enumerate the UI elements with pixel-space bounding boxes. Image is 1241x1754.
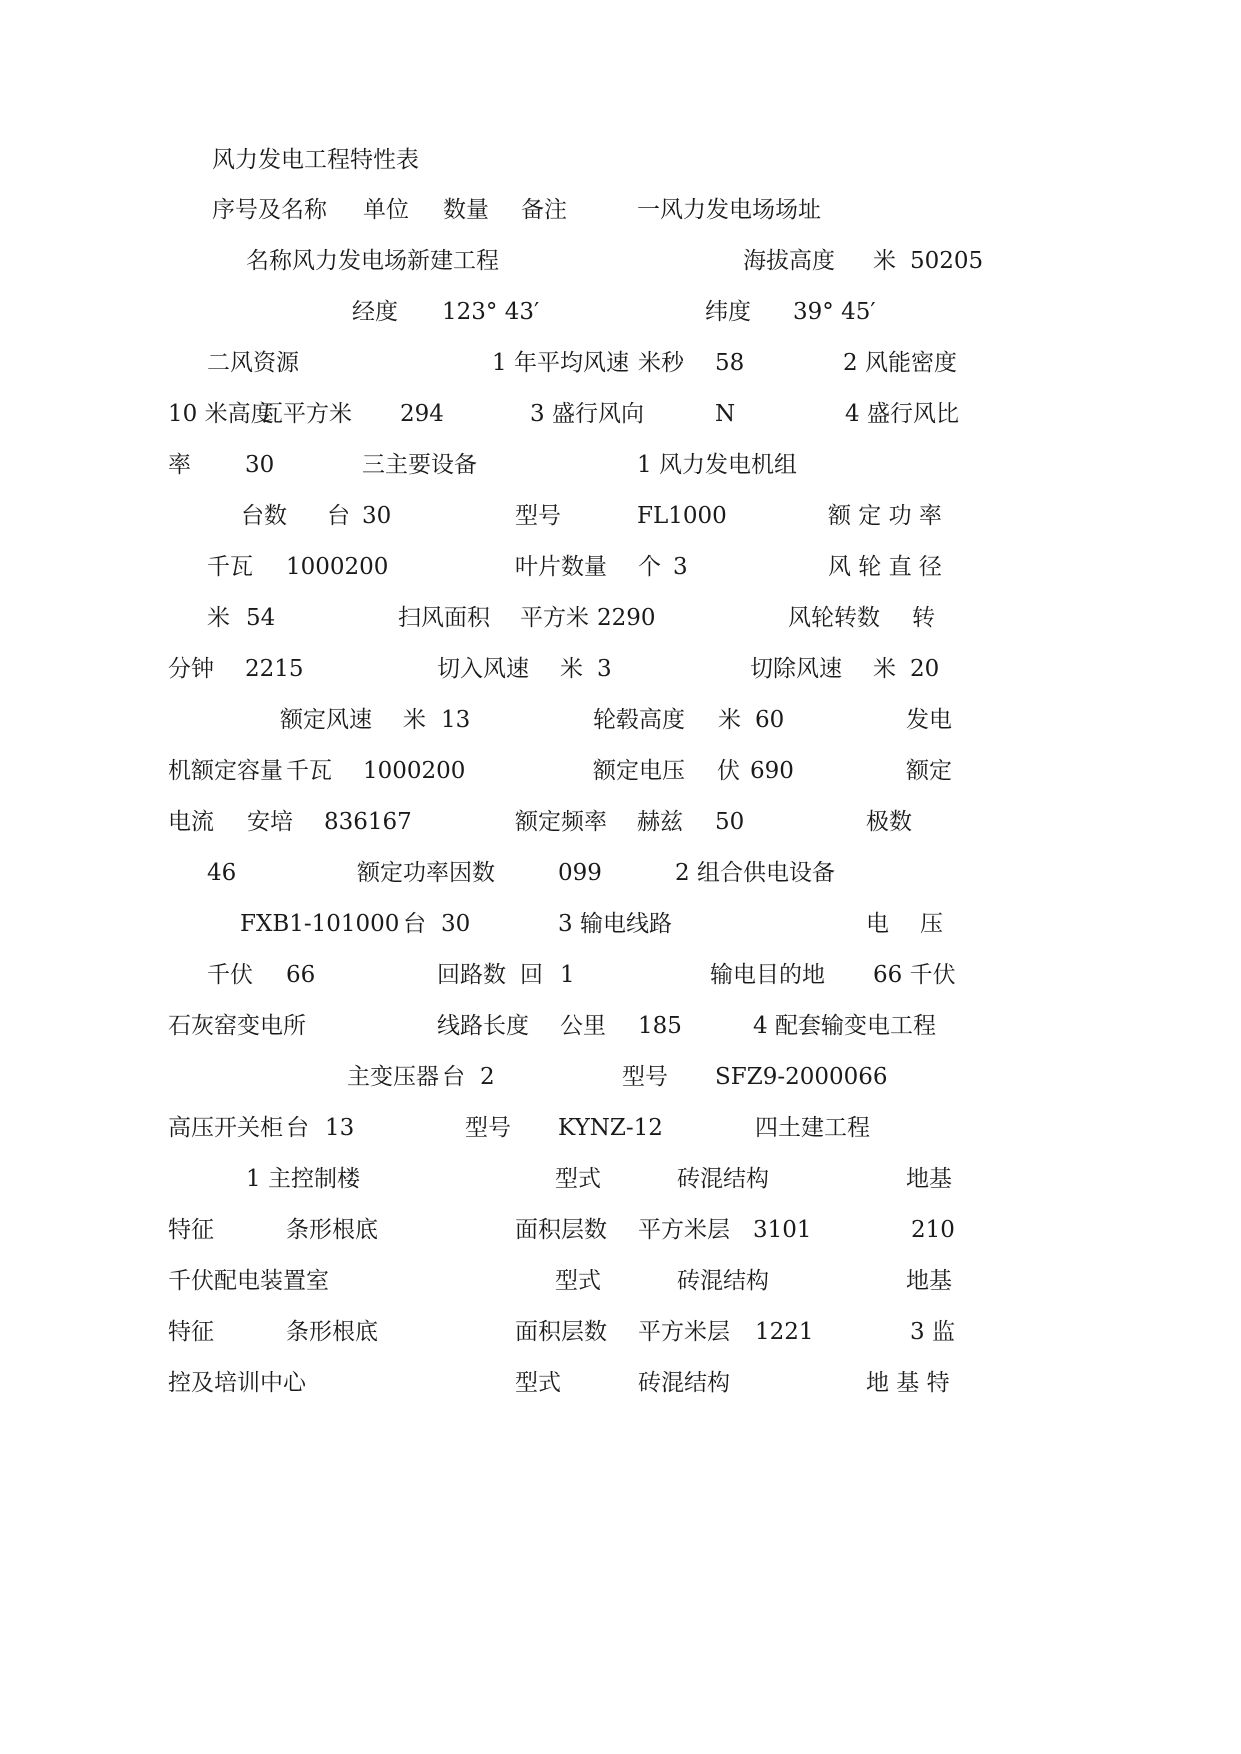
- text-segment: 极数: [866, 809, 912, 835]
- text-segment: 轮毂高度: [593, 707, 685, 733]
- text-segment: 30: [245, 452, 275, 478]
- text-segment: 备注: [521, 197, 567, 223]
- text-segment: 输电目的地: [710, 962, 825, 988]
- text-segment: 公里: [560, 1013, 606, 1039]
- text-segment: 安培: [247, 809, 293, 835]
- text-segment: 185: [638, 1013, 682, 1039]
- text-line: [0, 853, 1241, 893]
- text-segment: 3 输电线路: [558, 911, 672, 937]
- text-line: [0, 802, 1241, 842]
- text-segment: 高压开关柜: [168, 1115, 283, 1141]
- text-segment: 线路长度: [437, 1013, 529, 1039]
- text-line: [0, 598, 1241, 638]
- text-segment: 46: [207, 860, 237, 886]
- text-segment: 099: [558, 860, 602, 886]
- text-segment: 额 定 功 率: [828, 503, 942, 529]
- text-segment: 型号: [465, 1115, 511, 1141]
- text-segment: 转: [912, 605, 935, 631]
- text-segment: 四土建工程: [755, 1115, 870, 1141]
- text-segment: 三主要设备: [362, 452, 477, 478]
- text-segment: 台: [327, 503, 350, 529]
- text-segment: 额定功率因数: [357, 860, 495, 886]
- text-segment: 千瓦: [286, 758, 332, 784]
- text-segment: 特征: [168, 1217, 214, 1243]
- text-line: [0, 955, 1241, 995]
- text-segment: 千伏: [207, 962, 253, 988]
- text-segment: 地 基 特: [866, 1370, 950, 1396]
- text-segment: 切入风速: [437, 656, 529, 682]
- text-segment: 3: [673, 554, 688, 580]
- text-segment: 39° 45′: [793, 299, 876, 325]
- text-segment: 54: [246, 605, 276, 631]
- text-segment: 名称风力发电场新建工程: [246, 248, 499, 274]
- text-segment: 20: [910, 656, 940, 682]
- text-segment: 平方米: [520, 605, 589, 631]
- text-segment: 3 监: [910, 1319, 955, 1345]
- text-segment: 米秒: [638, 350, 684, 376]
- text-segment: 米: [718, 707, 741, 733]
- text-segment: 30: [441, 911, 471, 937]
- text-segment: 回路数: [437, 962, 506, 988]
- text-segment: 条形根底: [286, 1319, 378, 1345]
- text-segment: 836167: [324, 809, 412, 835]
- text-segment: 平方米层: [638, 1217, 730, 1243]
- text-segment: 1 主控制楼: [246, 1166, 360, 1192]
- text-segment: 千瓦: [207, 554, 253, 580]
- text-segment: FL1000: [637, 503, 727, 529]
- text-segment: 控及培训中心: [168, 1370, 306, 1396]
- text-segment: 面积层数: [515, 1217, 607, 1243]
- text-line: [0, 1363, 1241, 1403]
- text-line: [0, 649, 1241, 689]
- text-segment: 台: [442, 1064, 465, 1090]
- text-line: [0, 1159, 1241, 1199]
- text-segment: 电流: [168, 809, 214, 835]
- text-segment: 50205: [910, 248, 984, 274]
- text-line: [0, 1261, 1241, 1301]
- text-line: [0, 751, 1241, 791]
- text-segment: FXB1-101000: [240, 911, 400, 937]
- text-segment: 分钟: [168, 656, 214, 682]
- text-segment: 13: [325, 1115, 355, 1141]
- text-segment: 型式: [555, 1268, 601, 1294]
- text-segment: 地基: [906, 1166, 952, 1192]
- text-segment: 2 风能密度: [843, 350, 957, 376]
- text-segment: 1000200: [363, 758, 466, 784]
- text-segment: 海拔高度: [743, 248, 835, 274]
- text-segment: 58: [715, 350, 745, 376]
- text-segment: 扫风面积: [398, 605, 490, 631]
- text-segment: 切除风速: [750, 656, 842, 682]
- text-segment: 型号: [622, 1064, 668, 1090]
- text-segment: 砖混结构: [677, 1268, 769, 1294]
- text-line: [0, 1057, 1241, 1097]
- text-segment: 10 米高度: [168, 401, 274, 427]
- text-line: [0, 904, 1241, 944]
- text-segment: 台: [403, 911, 426, 937]
- text-line: [0, 394, 1241, 434]
- text-line: [0, 445, 1241, 485]
- text-segment: 特征: [168, 1319, 214, 1345]
- text-line: [0, 700, 1241, 740]
- text-segment: KYNZ-12: [558, 1115, 663, 1141]
- text-segment: 4 盛行风比: [845, 401, 959, 427]
- text-segment: 1 年平均风速: [492, 350, 629, 376]
- text-segment: 2 组合供电设备: [675, 860, 835, 886]
- text-segment: 砖混结构: [638, 1370, 730, 1396]
- text-segment: 2290: [597, 605, 656, 631]
- document-title-line: [0, 140, 1241, 180]
- text-segment: 1000200: [286, 554, 389, 580]
- text-segment: 型式: [515, 1370, 561, 1396]
- text-segment: 数量: [443, 197, 489, 223]
- text-segment: 台: [286, 1115, 309, 1141]
- text-segment: 13: [441, 707, 471, 733]
- text-segment: 2: [480, 1064, 495, 1090]
- text-line: [0, 1006, 1241, 1046]
- text-segment: 1221: [755, 1319, 814, 1345]
- text-segment: 机额定容量: [168, 758, 283, 784]
- text-segment: 纬度: [705, 299, 751, 325]
- text-segment: 额定风速: [280, 707, 372, 733]
- text-segment: 型式: [555, 1166, 601, 1192]
- text-segment: 210: [911, 1217, 955, 1243]
- text-segment: SFZ9-2000066: [715, 1064, 888, 1090]
- text-segment: 66: [286, 962, 316, 988]
- text-segment: 米: [403, 707, 426, 733]
- text-segment: 台数: [241, 503, 287, 529]
- text-segment: 额定: [906, 758, 952, 784]
- text-segment: 砖混结构: [677, 1166, 769, 1192]
- text-segment: 米: [207, 605, 230, 631]
- text-segment: 石灰窑变电所: [168, 1013, 306, 1039]
- document-title: 风力发电工程特性表: [212, 147, 419, 173]
- text-line: [0, 1210, 1241, 1250]
- text-segment: 压: [920, 911, 943, 937]
- text-segment: 型号: [515, 503, 561, 529]
- text-segment: 经度: [352, 299, 398, 325]
- text-segment: 发电: [906, 707, 952, 733]
- text-segment: 米: [560, 656, 583, 682]
- text-line: [0, 241, 1241, 281]
- text-segment: 单位: [363, 197, 409, 223]
- text-line: [0, 292, 1241, 332]
- text-segment: N: [715, 401, 736, 427]
- text-line: [0, 547, 1241, 587]
- text-segment: 率: [168, 452, 191, 478]
- text-segment: 序号及名称: [212, 197, 327, 223]
- text-segment: 4 配套输变电工程: [753, 1013, 936, 1039]
- text-segment: 平方米层: [638, 1319, 730, 1345]
- text-segment: 米: [873, 248, 896, 274]
- text-segment: 3101: [753, 1217, 812, 1243]
- text-segment: 条形根底: [286, 1217, 378, 1243]
- text-segment: 回: [520, 962, 543, 988]
- text-segment: 690: [750, 758, 794, 784]
- text-segment: 伏: [717, 758, 740, 784]
- text-segment: 风轮转数: [788, 605, 880, 631]
- text-segment: 赫兹: [637, 809, 683, 835]
- text-segment: 风 轮 直 径: [828, 554, 942, 580]
- text-segment: 66 千伏: [873, 962, 956, 988]
- text-line: [0, 1312, 1241, 1352]
- text-segment: 瓦平方米: [260, 401, 352, 427]
- text-segment: 30: [362, 503, 392, 529]
- text-segment: 叶片数量: [515, 554, 607, 580]
- text-segment: 千伏配电装置室: [168, 1268, 329, 1294]
- text-segment: 50: [715, 809, 745, 835]
- text-segment: 面积层数: [515, 1319, 607, 1345]
- text-line: [0, 190, 1241, 230]
- text-segment: 1 风力发电机组: [637, 452, 797, 478]
- text-segment: 地基: [906, 1268, 952, 1294]
- text-line: [0, 496, 1241, 536]
- text-segment: 3 盛行风向: [530, 401, 644, 427]
- text-segment: 额定电压: [593, 758, 685, 784]
- text-segment: 米: [873, 656, 896, 682]
- text-segment: 2215: [245, 656, 304, 682]
- text-segment: 123° 43′: [442, 299, 540, 325]
- text-segment: 一风力发电场场址: [637, 197, 821, 223]
- text-segment: 电: [866, 911, 889, 937]
- text-segment: 60: [755, 707, 785, 733]
- text-line: [0, 343, 1241, 383]
- text-segment: 3: [597, 656, 612, 682]
- text-segment: 主变压器: [347, 1064, 439, 1090]
- text-segment: 额定频率: [515, 809, 607, 835]
- text-segment: 个: [638, 554, 661, 580]
- text-line: [0, 1108, 1241, 1148]
- text-segment: 1: [560, 962, 575, 988]
- text-segment: 二风资源: [207, 350, 299, 376]
- text-segment: 294: [400, 401, 444, 427]
